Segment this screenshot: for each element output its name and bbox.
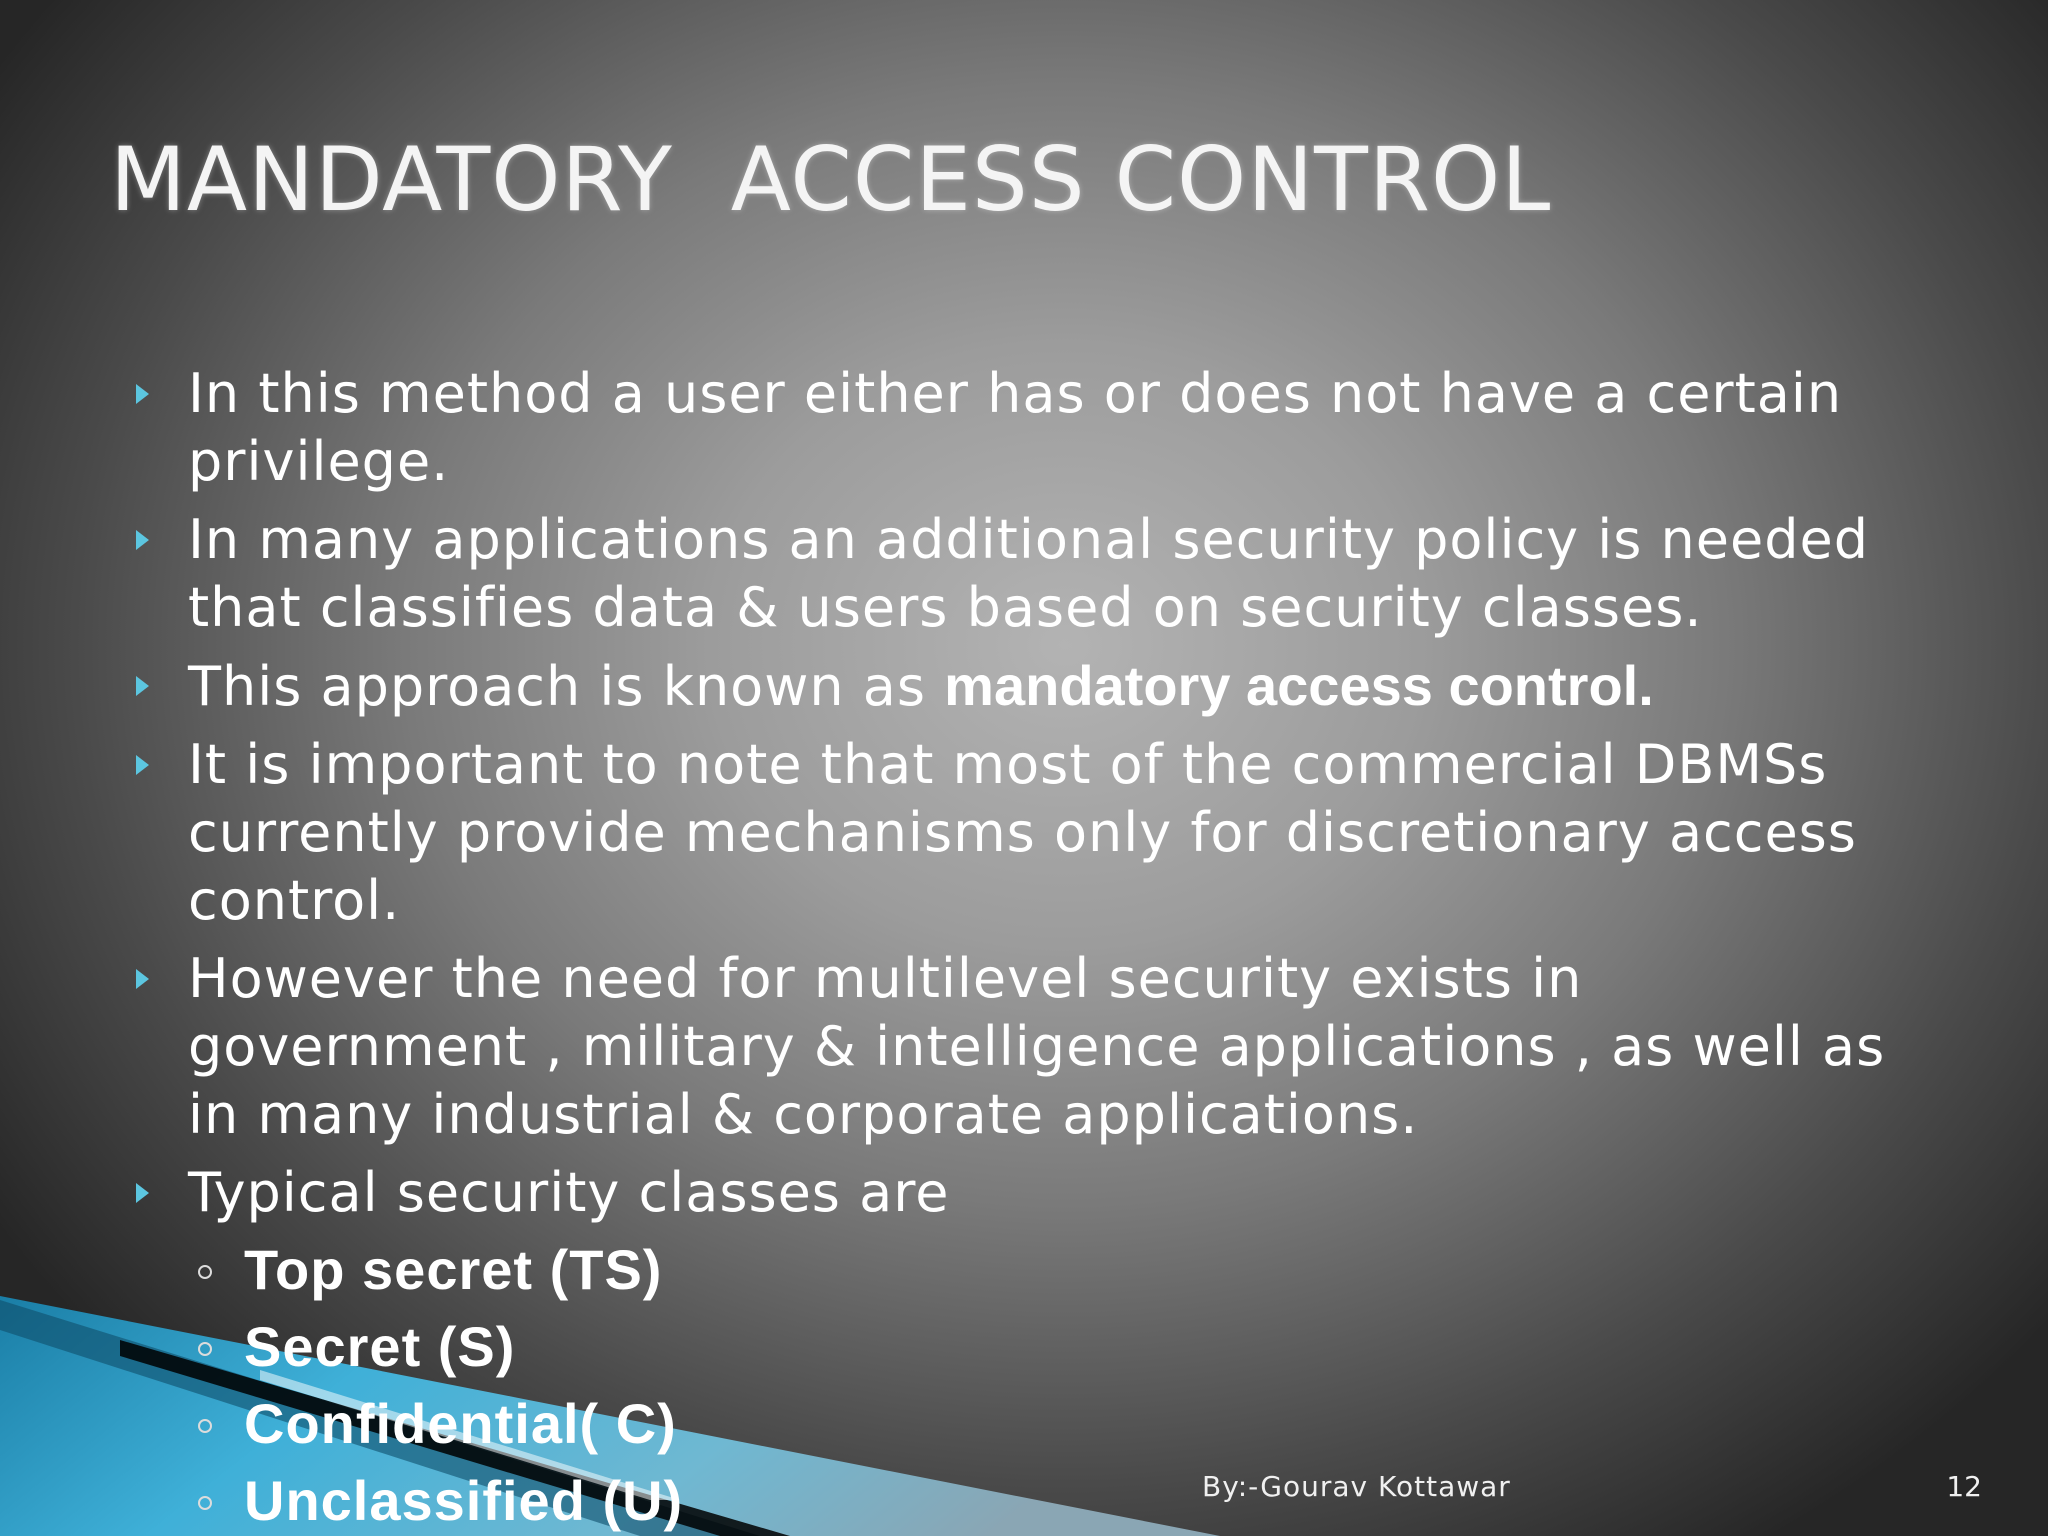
security-class-label: Top secret (TS) [244,1238,663,1301]
bullet-text: However the need for multilevel security exists in government , military & intelligence applications , as well as in many industrial & corporate applications. [188,947,1886,1146]
bullet-bold-term: mandatory access control. [944,654,1654,717]
triangle-bullet-icon [136,969,149,989]
page-number: 12 [1946,1470,1982,1503]
security-class-label: Secret (S) [244,1315,516,1378]
bullet-text: It is important to note that most of the commercial DBMSs currently provide mechanisms only for discretionary access control. [188,733,1857,932]
bullet-item [130,945,1930,1149]
ring-bullet-icon [198,1342,212,1356]
bullet-item [130,652,1930,721]
security-class-list [188,1231,1930,1536]
bullet-list [130,360,1930,1536]
triangle-bullet-icon [136,384,149,404]
bullet-item [130,1159,1930,1536]
security-class-item [188,1462,1930,1536]
bullet-item [130,360,1930,496]
ring-bullet-icon [198,1265,212,1279]
security-class-label: Confidential( C) [244,1392,677,1455]
bullet-item [130,506,1930,642]
security-class-item [188,1385,1930,1462]
security-class-label: Unclassified (U) [244,1469,684,1532]
bullet-text: In many applications an additional security policy is needed that classifies data & users based on security classes. [188,508,1870,639]
security-class-item [188,1308,1930,1385]
triangle-bullet-icon [136,530,149,550]
ring-bullet-icon [198,1496,212,1510]
triangle-bullet-icon [136,1183,149,1203]
bullet-text: This approach is known as [188,655,945,718]
bullet-text: Typical security classes are [188,1161,950,1224]
slide-title: MANDATORY ACCESS CONTROL [110,128,1552,231]
bullet-item [130,731,1930,935]
triangle-bullet-icon [136,676,149,696]
triangle-bullet-icon [136,755,149,775]
footer-author: By:-Gourav Kottawar [1202,1470,1511,1503]
security-class-item [188,1231,1930,1308]
ring-bullet-icon [198,1419,212,1433]
bullet-text: In this method a user either has or does not have a certain privilege. [188,362,1843,493]
